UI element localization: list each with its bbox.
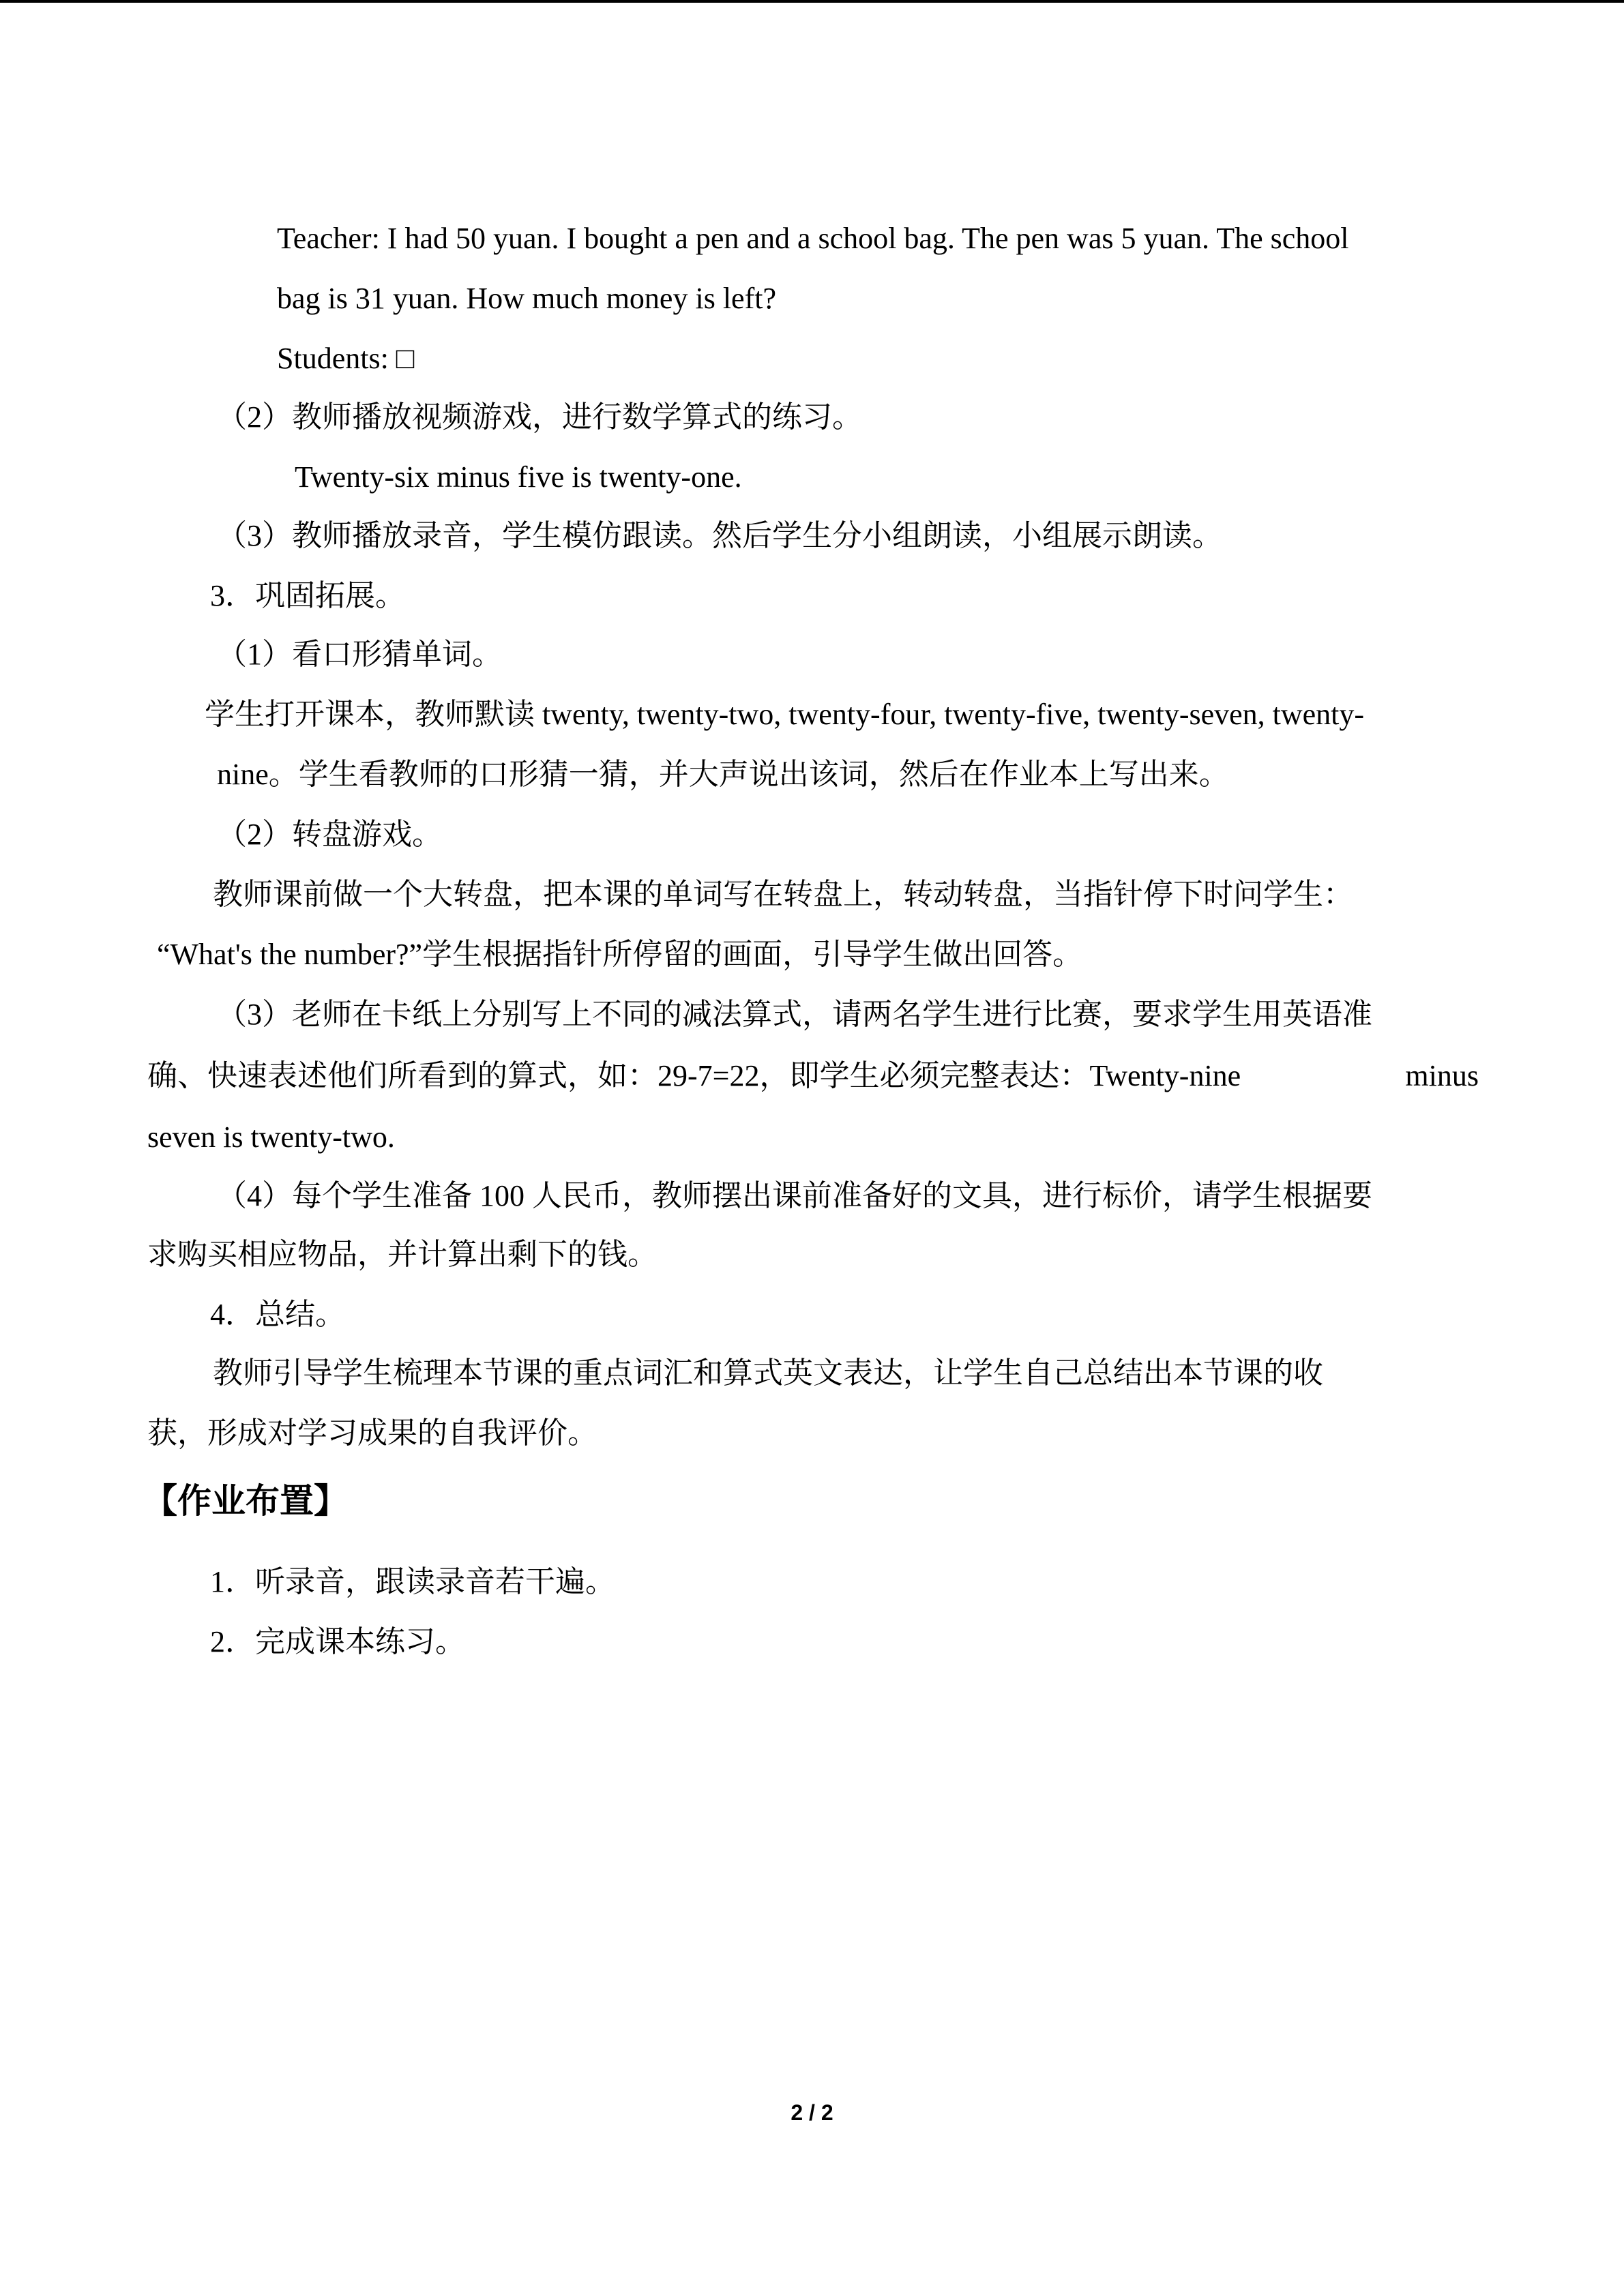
activity-3-text-line-1: （3）老师在卡纸上分别写上不同的减法算式，请两名学生进行比赛，要求学生用英语准 [217, 998, 1372, 1031]
activity-4-text-line-2: 求购买相应物品，并计算出剩下的钱。 [147, 1238, 658, 1271]
step-2-video-game: （2）教师播放视频游戏，进行数学算式的练习。 [217, 400, 862, 434]
top-border-rule [0, 0, 1624, 3]
activity-2-title: （2）转盘游戏。 [217, 818, 442, 851]
summary-text-line-1: 教师引导学生梳理本节课的重点词汇和算式英文表达，让学生自己总结出本节课的收 [213, 1356, 1323, 1390]
teacher-question-line-2: bag is 31 yuan. How much money is left? [277, 282, 776, 315]
teacher-question-line-1: Teacher: I had 50 yuan. I bought a pen and a school bag. The pen was 5 yuan. The school [277, 222, 1349, 255]
activity-3-text-line-3: seven is twenty-two. [147, 1120, 395, 1154]
activity-4-text-line-1: （4）每个学生准备 100 人民币，教师摆出课前准备好的文具，进行标价，请学生根据要 [217, 1179, 1372, 1212]
activity-3-text-line-2-left: 确、快速表述他们所看到的算式，如：29-7=22，即学生必须完整表达：Twenty-nine [147, 1059, 1241, 1092]
section-3-consolidate: 3．巩固拓展。 [210, 579, 405, 612]
activity-2-text-line-2: “What's the number?”学生根据指针所停留的画面，引导学生做出回答。 [157, 938, 1083, 971]
students-answer-line: Students: □ [277, 342, 415, 375]
activity-2-text-line-1: 教师课前做一个大转盘，把本课的单词写在转盘上，转动转盘，当指针停下时问学生： [213, 878, 1353, 911]
step-3-recording: （3）教师播放录音，学生模仿跟读。然后学生分小组朗读，小组展示朗读。 [217, 519, 1222, 552]
summary-text-line-2: 获，形成对学习成果的自我评价。 [147, 1416, 597, 1450]
section-4-summary: 4．总结。 [210, 1298, 345, 1331]
activity-1-text-line-2: nine。学生看教师的口形猜一猜，并大声说出该词，然后在作业本上写出来。 [217, 758, 1229, 791]
page-number: 2 / 2 [791, 2100, 833, 2125]
homework-item-1: 1．听录音，跟读录音若干遍。 [210, 1565, 615, 1598]
activity-3-text-line-2 [147, 1056, 1479, 1097]
math-expression-example: Twenty-six minus five is twenty-one. [295, 460, 742, 494]
activity-1-title: （1）看口形猜单词。 [217, 638, 502, 671]
activity-3-text-line-2-right: minus [1405, 1059, 1479, 1092]
activity-1-text-line-1: 学生打开课本，教师默读 twenty, twenty-two, twenty-four, twenty-five, twenty-seven, twenty- [205, 698, 1365, 731]
homework-heading: 【作业布置】 [143, 1481, 348, 1521]
homework-item-2: 2．完成课本练习。 [210, 1625, 465, 1658]
